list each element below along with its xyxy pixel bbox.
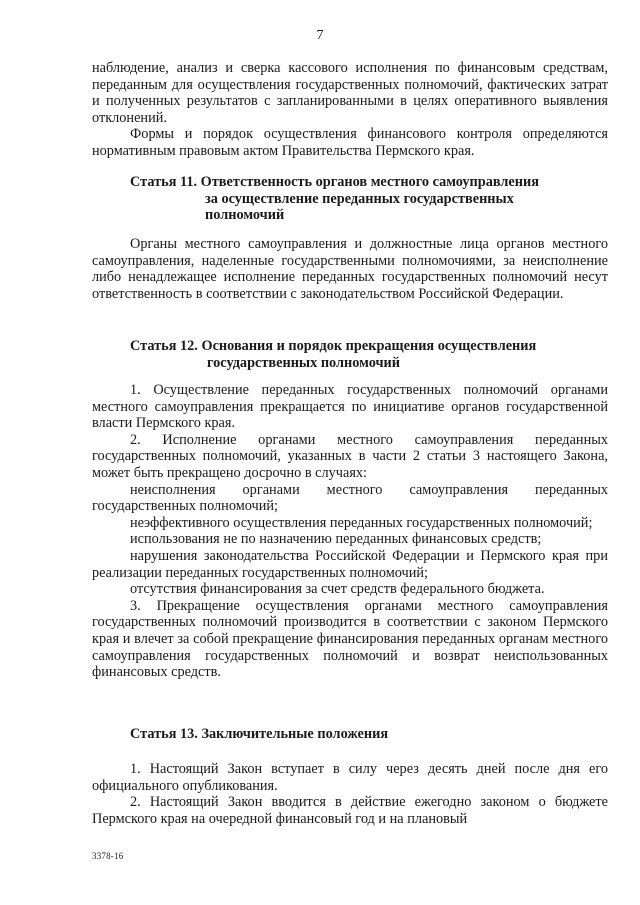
heading-line: Статья 13. Заключительные положения [130, 726, 389, 742]
heading-line: Статья 11. Ответственность органов местного самоуправления [130, 174, 539, 190]
heading-line: Статья 12. Основания и порядок прекращения осуществления [130, 338, 537, 354]
paragraph: неисполнения органами местного самоуправления переданных государственных полномочий; [92, 481, 608, 515]
article-11-heading [92, 174, 608, 224]
article-11-body [92, 236, 608, 302]
paragraph: неэффективного осуществления переданных государственных полномочий; [130, 514, 593, 531]
document-code: 3378-16 [92, 851, 124, 861]
paragraph: 1. Настоящий Закон вступает в силу через десять дней после дня его официального опубликования. [92, 761, 608, 794]
article-12-body [92, 382, 608, 681]
paragraph: нарушения законодательства Российской Федерации и Пермского края при реализации переданных государственных полномочий; [92, 547, 608, 581]
page-number: 7 [316, 28, 324, 43]
paragraph: использования не по назначению переданных финансовых средств; [130, 531, 542, 548]
article-13-body [92, 761, 608, 827]
paragraph: Органы местного самоуправления и должностные лица органов местного самоуправления, наделенные государственными полномочиями, за неисполнение либо ненадлежащее исполнение переданных государственных полномочий несут ответственность в соответствии с законодательством Российской Федерации. [92, 236, 608, 302]
paragraph: 2. Настоящий Закон вводится в действие ежегодно законом о бюджете Пермского края на очередной финансовый год и на плановый [92, 794, 608, 827]
heading-line: за осуществление переданных государственных [205, 190, 514, 207]
heading-line: полномочий [205, 207, 285, 224]
paragraph: 1. Осуществление переданных государственных полномочий органами местного самоуправления прекращается по инициативе органов государственной власти Пермского края. [92, 382, 608, 432]
paragraph: Формы и порядок осуществления финансового контроля определяются нормативным правовым актом Правительства Пермского края. [92, 126, 608, 159]
paragraph: 2. Исполнение органами местного самоуправления переданных государственных полномочий, указанных в части 2 статьи 3 настоящего Закона, может быть прекращено досрочно в случаях: [92, 431, 608, 481]
article-12-heading [92, 338, 608, 371]
article-13-heading [92, 726, 608, 743]
paragraph: 3. Прекращение осуществления органами местного самоуправления государственных полномочий производится в соответствии с законом Пермского края и влечет за собой прекращение финансирования переданных органам местного самоуправления государственных полномочий и возврат неиспользованных финансовых средств. [92, 597, 608, 681]
heading-line: государственных полномочий [207, 354, 401, 371]
paragraph: отсутствия финансирования за счет средств федерального бюджета. [130, 581, 545, 598]
paragraph: наблюдение, анализ и сверка кассового исполнения по финансовым средствам, переданным для осуществления государственных полномочий, фактических затрат и полученных результатов с запланированными в целях оперативного выявления отклонений. [92, 60, 608, 126]
article-10-continuation [92, 60, 608, 160]
